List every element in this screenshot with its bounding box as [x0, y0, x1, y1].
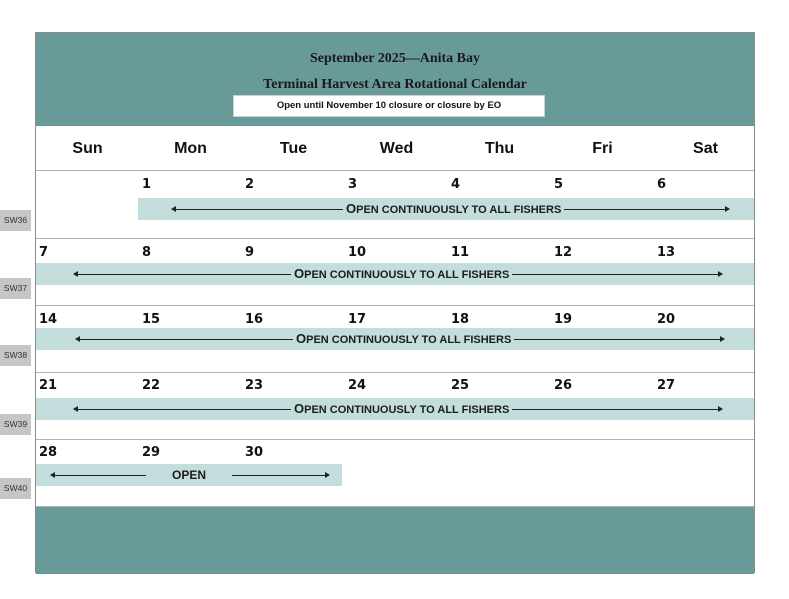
- date-cell: 20: [657, 312, 676, 327]
- week-row: [36, 239, 754, 306]
- date-cell: 19: [554, 312, 573, 327]
- calendar-subtitle: Terminal Harvest Area Rotational Calendar: [263, 77, 527, 92]
- arrow-right-icon: [718, 406, 723, 412]
- stat-week-tag: SW40: [0, 478, 31, 499]
- date-cell: 28: [39, 445, 58, 460]
- open-period-band: [36, 263, 754, 285]
- date-cell: 8: [142, 245, 152, 260]
- date-cell: 6: [657, 177, 667, 192]
- date-cell: 9: [245, 245, 255, 260]
- weekday-sat: Sat: [693, 140, 718, 157]
- date-cell: 12: [554, 245, 573, 260]
- open-period-band: [36, 328, 754, 350]
- arrow-left-icon: [75, 336, 80, 342]
- open-period-band: [138, 198, 754, 220]
- open-period-label: OPEN CONTINUOUSLY TO ALL FISHERS: [291, 398, 512, 420]
- date-cell: 2: [245, 177, 255, 192]
- calendar-header: [36, 33, 754, 126]
- stat-week-tag: SW38: [0, 345, 31, 366]
- week-row: [36, 171, 754, 239]
- date-cell: 10: [348, 245, 367, 260]
- open-period-label: OPEN CONTINUOUSLY TO ALL FISHERS: [293, 328, 514, 350]
- closure-note: Open until November 10 closure or closure by EO: [233, 95, 545, 117]
- date-cell: 3: [348, 177, 358, 192]
- weekday-tue: Tue: [279, 140, 308, 157]
- date-cell: 24: [348, 378, 367, 393]
- date-cell: 1: [142, 177, 152, 192]
- date-cell: 13: [657, 245, 676, 260]
- date-cell: 15: [142, 312, 161, 327]
- arrow-left-icon: [171, 206, 176, 212]
- calendar-footer: [36, 507, 754, 574]
- date-cell: 17: [348, 312, 367, 327]
- arrow-right-icon: [725, 206, 730, 212]
- weekday-thu: Thu: [484, 140, 515, 157]
- calendar-frame: [35, 32, 755, 573]
- stat-week-tag: SW36: [0, 210, 31, 231]
- open-period-label: OPEN CONTINUOUSLY TO ALL FISHERS: [343, 198, 564, 220]
- weekday-mon: Mon: [174, 140, 207, 157]
- date-cell: 5: [554, 177, 564, 192]
- week-row: [36, 306, 754, 373]
- arrow-left-icon: [73, 271, 78, 277]
- weekday-sun: Sun: [72, 140, 103, 157]
- date-cell: 11: [451, 245, 470, 260]
- weekday-header-row: [36, 126, 754, 171]
- date-cell: 30: [245, 445, 264, 460]
- date-cell: 18: [451, 312, 470, 327]
- arrow-right-icon: [325, 472, 330, 478]
- week-row: [36, 373, 754, 440]
- stat-week-tag: SW37: [0, 278, 31, 299]
- arrow-right-icon: [720, 336, 725, 342]
- arrow-left-icon: [50, 472, 55, 478]
- date-cell: 22: [142, 378, 161, 393]
- stat-week-tag: SW39: [0, 414, 31, 435]
- date-cell: 23: [245, 378, 264, 393]
- arrow-left-icon: [73, 406, 78, 412]
- date-cell: 25: [451, 378, 470, 393]
- date-cell: 7: [39, 245, 49, 260]
- open-period-band: [36, 464, 342, 486]
- date-cell: 4: [451, 177, 461, 192]
- date-cell: 14: [39, 312, 58, 327]
- arrow-right-icon: [718, 271, 723, 277]
- open-period-label: OPEN CONTINUOUSLY TO ALL FISHERS: [291, 263, 512, 285]
- date-cell: 27: [657, 378, 676, 393]
- weekday-fri: Fri: [592, 140, 613, 157]
- open-period-band: [36, 398, 754, 420]
- date-cell: 26: [554, 378, 573, 393]
- date-cell: 21: [39, 378, 58, 393]
- calendar-title: September 2025—Anita Bay: [309, 51, 481, 66]
- date-cell: 16: [245, 312, 264, 327]
- date-cell: 29: [142, 445, 161, 460]
- open-period-label: OPEN: [146, 464, 232, 486]
- week-row: [36, 440, 754, 507]
- weekday-wed: Wed: [379, 140, 414, 157]
